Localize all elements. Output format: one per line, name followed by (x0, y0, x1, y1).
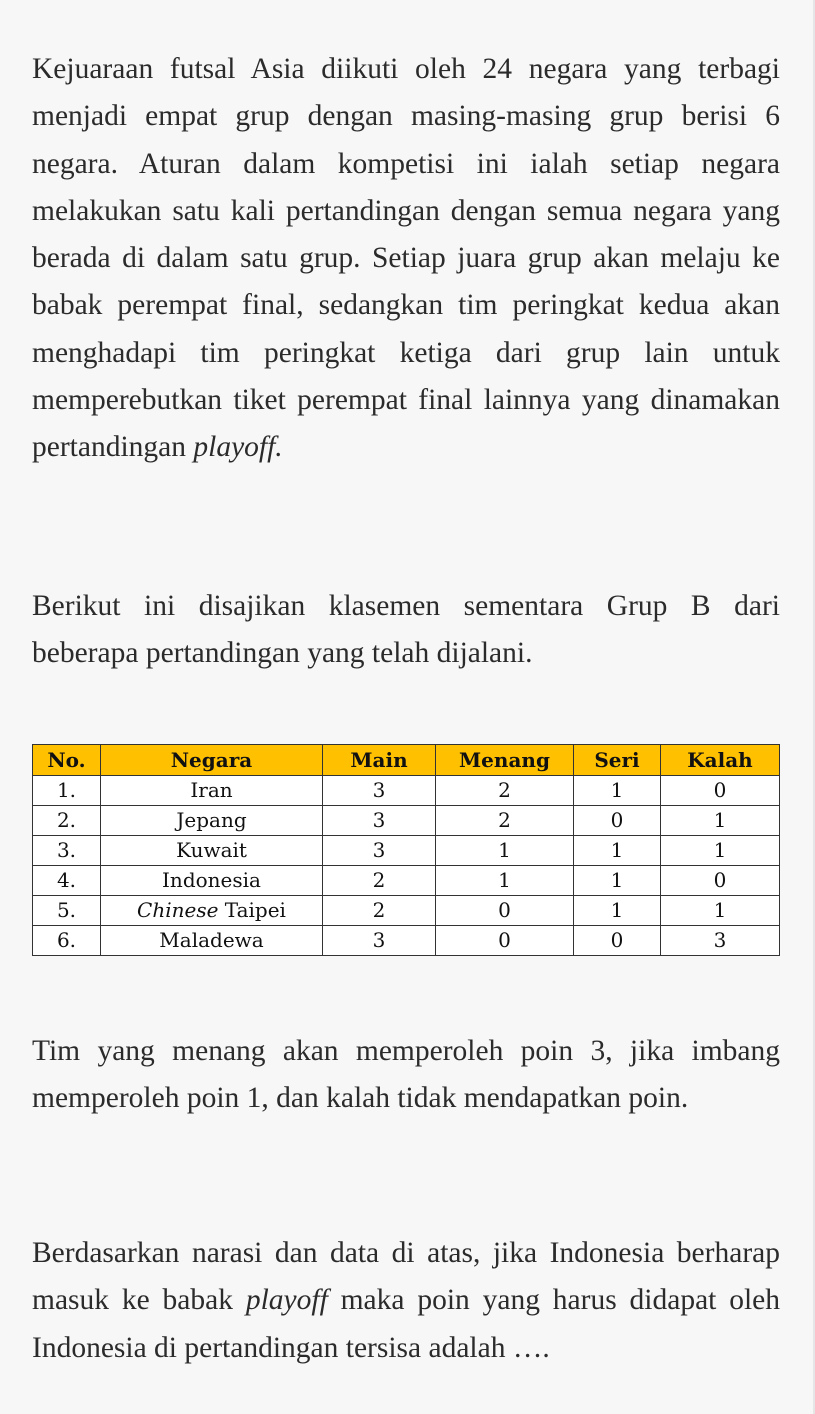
cell-negara (101, 806, 323, 836)
cell-no: 6. (33, 926, 101, 956)
cell-main: 3 (323, 806, 436, 836)
playoff-term: playoff (245, 1284, 328, 1317)
cell-kalah: 3 (661, 926, 780, 956)
question-text-start: Berdasarkan narasi dan data di atas, jika Indonesia berharap masuk ke babak (32, 1237, 780, 1317)
cell-kalah: 1 (661, 806, 780, 836)
cell-kalah: 0 (661, 866, 780, 896)
cell-negara-text: Kuwait (176, 838, 247, 862)
intro-paragraph (32, 46, 780, 472)
cell-no: 5. (33, 896, 101, 926)
table-row (33, 836, 780, 866)
cell-negara-text: Jepang (176, 808, 247, 832)
cell-negara (101, 926, 323, 956)
cell-no: 4. (33, 866, 101, 896)
question-paragraph (32, 1230, 780, 1372)
table-header-row (33, 745, 780, 776)
header-no: No. (33, 745, 101, 776)
cell-main: 3 (323, 926, 436, 956)
playoff-term: playoff. (193, 431, 283, 464)
cell-main: 3 (323, 836, 436, 866)
cell-no: 1. (33, 776, 101, 806)
cell-negara-text: Taipei (218, 898, 286, 922)
table-row (33, 866, 780, 896)
table-row (33, 926, 780, 956)
cell-seri: 1 (574, 896, 661, 926)
cell-seri: 1 (574, 836, 661, 866)
cell-main: 3 (323, 776, 436, 806)
standings-table (32, 744, 780, 956)
cell-seri: 0 (574, 806, 661, 836)
header-seri: Seri (574, 745, 661, 776)
table-row (33, 896, 780, 926)
cell-menang: 1 (436, 866, 574, 896)
cell-negara-text: Indonesia (162, 868, 261, 892)
table-row (33, 776, 780, 806)
cell-negara-text: Iran (190, 778, 233, 802)
points-rule-paragraph: Tim yang menang akan memperoleh poin 3, jika imbang memperoleh poin 1, dan kalah tidak mendapatkan poin. (32, 1035, 780, 1115)
cell-main: 2 (323, 866, 436, 896)
cell-negara-text: Maladewa (159, 928, 264, 952)
header-main: Main (323, 745, 436, 776)
header-negara: Negara (101, 745, 323, 776)
cell-negara (101, 836, 323, 866)
cell-menang: 2 (436, 806, 574, 836)
cell-menang: 0 (436, 926, 574, 956)
cell-seri: 1 (574, 866, 661, 896)
table-intro-paragraph: Berikut ini disajikan klasemen sementara Grup B dari beberapa pertandingan yang telah dijalani. (32, 590, 780, 670)
cell-negara-italic: Chinese (137, 898, 219, 922)
intro-text: Kejuaraan futsal Asia diikuti oleh 24 negara yang terbagi menjadi empat grup dengan masing-masing grup berisi 6 negara. Aturan dalam kompetisi ini ialah setiap negara melakukan satu kali pertandingan dengan semua negara yang berada di dalam satu grup. Setiap juara grup akan melaju ke babak perempat final, sedangkan tim peringkat kedua akan menghadapi tim peringkat ketiga dari grup lain untuk memperebutkan tiket perempat final lainnya yang dinamakan pertandingan (32, 53, 780, 464)
cell-menang: 0 (436, 896, 574, 926)
cell-seri: 1 (574, 776, 661, 806)
cell-kalah: 0 (661, 776, 780, 806)
table-row (33, 806, 780, 836)
cell-no: 2. (33, 806, 101, 836)
header-menang: Menang (436, 745, 574, 776)
cell-kalah: 1 (661, 896, 780, 926)
cell-negara (101, 866, 323, 896)
cell-no: 3. (33, 836, 101, 866)
cell-menang: 2 (436, 776, 574, 806)
cell-negara (101, 896, 323, 926)
cell-main: 2 (323, 896, 436, 926)
cell-negara (101, 776, 323, 806)
cell-menang: 1 (436, 836, 574, 866)
question-text-end: maka poin yang harus didapat oleh Indonesia di pertandingan tersisa adalah …. (32, 1284, 780, 1364)
header-kalah: Kalah (661, 745, 780, 776)
cell-kalah: 1 (661, 836, 780, 866)
cell-seri: 0 (574, 926, 661, 956)
